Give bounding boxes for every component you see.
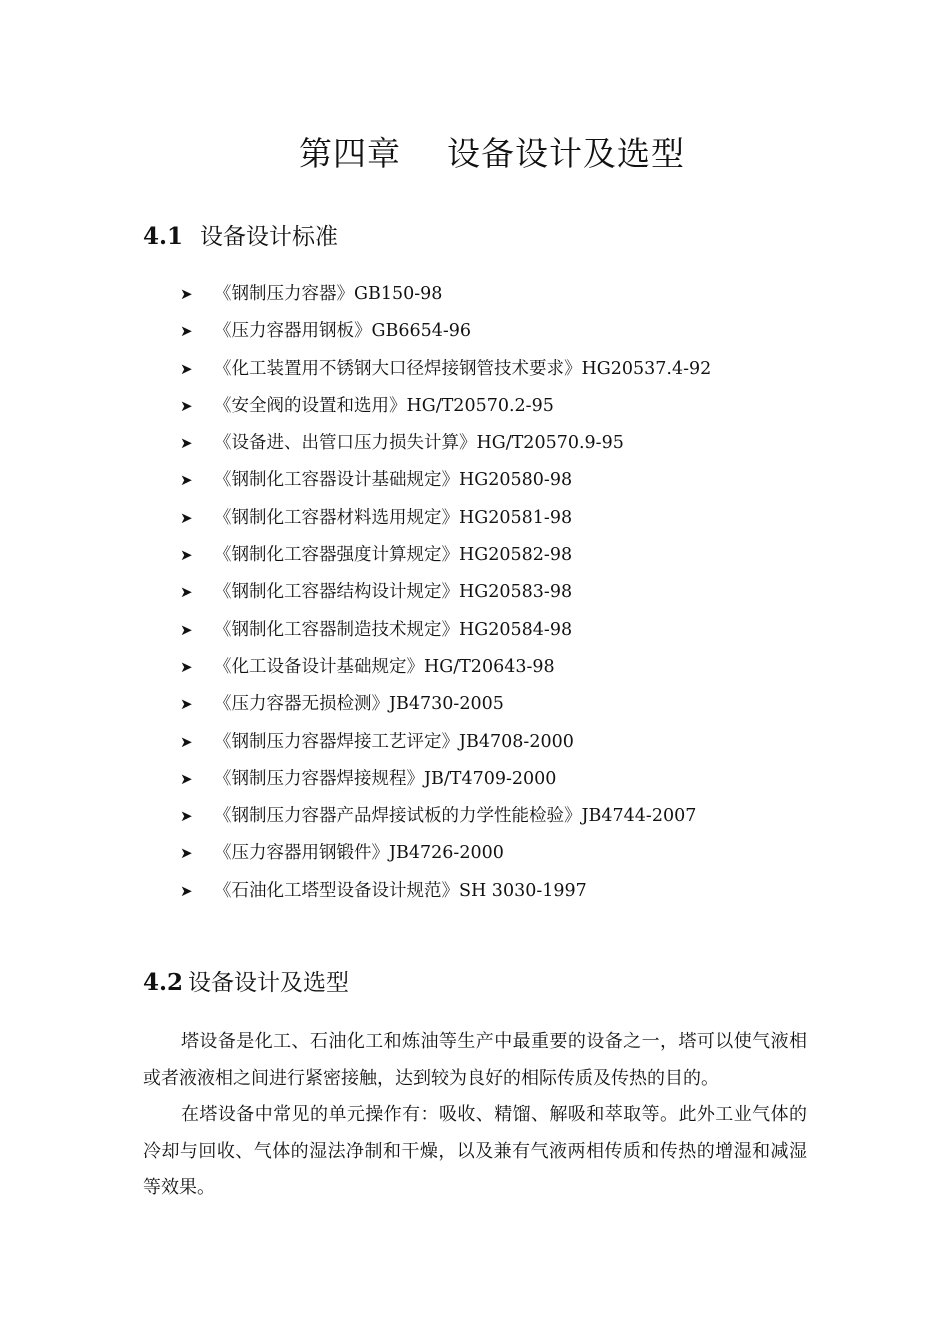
- body-paragraph: 在塔设备中常见的单元操作有：吸收、精馏、解吸和萃取等。此外工业气体的冷却与回收、气体的湿法净制和干燥，以及兼有气液两相传质和传热的增湿和减湿等效果。: [143, 1104, 807, 1198]
- standard-text: 《压力容器无损检测》JB4730-2005: [214, 694, 504, 715]
- list-item: [180, 654, 711, 691]
- list-item: [180, 803, 711, 840]
- arrow-bullet-icon: ➤: [180, 695, 193, 714]
- standard-text: 《化工设备设计基础规定》HG/T20643-98: [214, 656, 555, 677]
- arrow-bullet-icon: ➤: [180, 322, 193, 341]
- arrow-bullet-icon: ➤: [180, 844, 193, 863]
- section-number: 4.1: [143, 223, 184, 250]
- list-item: [180, 430, 711, 467]
- standard-text: 《化工装置用不锈钢大口径焊接钢管技术要求》HG20537.4-92: [214, 358, 712, 379]
- list-item: [180, 766, 711, 803]
- list-item: [180, 318, 711, 355]
- standard-text: 《压力容器用钢锻件》JB4726-2000: [214, 843, 504, 864]
- standard-text: 《钢制压力容器产品焊接试板的力学性能检验》JB4744-2007: [214, 806, 697, 827]
- standard-text: 《钢制压力容器焊接规程》JB/T4709-2000: [214, 768, 557, 789]
- list-item: [180, 505, 711, 542]
- list-item: [180, 691, 711, 728]
- section-number: 4.2: [143, 969, 184, 996]
- arrow-bullet-icon: ➤: [180, 769, 193, 788]
- section-title: 设备设计及选型: [188, 970, 349, 996]
- standard-text: 《钢制化工容器设计基础规定》HG20580-98: [214, 470, 573, 491]
- standard-text: 《压力容器用钢板》GB6654-96: [214, 321, 472, 342]
- arrow-bullet-icon: ➤: [180, 881, 193, 900]
- standard-text: 《石油化工塔型设备设计规范》SH 3030-1997: [214, 880, 587, 901]
- list-item: [180, 878, 711, 915]
- arrow-bullet-icon: ➤: [180, 657, 193, 676]
- arrow-bullet-icon: ➤: [180, 359, 193, 378]
- standard-text: 《设备进、出管口压力损失计算》HG/T20570.9-95: [214, 433, 624, 454]
- standard-text: 《钢制化工容器结构设计规定》HG20583-98: [214, 582, 573, 603]
- arrow-bullet-icon: ➤: [180, 285, 193, 303]
- list-item: [180, 617, 711, 654]
- arrow-bullet-icon: ➤: [180, 471, 193, 490]
- arrow-bullet-icon: ➤: [180, 620, 193, 639]
- arrow-bullet-icon: ➤: [180, 546, 193, 565]
- arrow-bullet-icon: ➤: [180, 583, 193, 602]
- list-item: [180, 467, 711, 504]
- standard-text: 《安全阀的设置和选用》HG/T20570.2-95: [214, 395, 554, 416]
- list-item: [180, 840, 711, 877]
- list-item: [180, 542, 711, 579]
- list-item: [180, 356, 711, 393]
- body-paragraph: 塔设备是化工、石油化工和炼油等生产中最重要的设备之一，塔可以使气液相或者液液相之间进行紧密接触，达到较为良好的相际传质及传热的目的。: [143, 1031, 807, 1089]
- section-title: 设备设计标准: [200, 224, 338, 250]
- arrow-bullet-icon: ➤: [180, 434, 193, 453]
- arrow-bullet-icon: ➤: [180, 508, 193, 527]
- list-item: [180, 281, 711, 318]
- standard-text: 《钢制压力容器》GB150-98: [214, 284, 443, 304]
- standards-list: [180, 281, 711, 915]
- list-item: [180, 579, 711, 616]
- list-item: [180, 393, 711, 430]
- list-item: [180, 729, 711, 766]
- arrow-bullet-icon: ➤: [180, 732, 193, 751]
- chapter-title: 第四章 设备设计及选型: [299, 134, 685, 173]
- section-heading-4-2: [143, 964, 349, 997]
- arrow-bullet-icon: ➤: [180, 807, 193, 826]
- standard-text: 《钢制化工容器材料选用规定》HG20581-98: [214, 507, 573, 528]
- standard-text: 《钢制压力容器焊接工艺评定》JB4708-2000: [214, 731, 574, 752]
- standard-text: 《钢制化工容器制造技术规定》HG20584-98: [214, 619, 573, 640]
- section-heading-4-1: [143, 218, 338, 251]
- arrow-bullet-icon: ➤: [180, 396, 193, 415]
- standard-text: 《钢制化工容器强度计算规定》HG20582-98: [214, 545, 573, 566]
